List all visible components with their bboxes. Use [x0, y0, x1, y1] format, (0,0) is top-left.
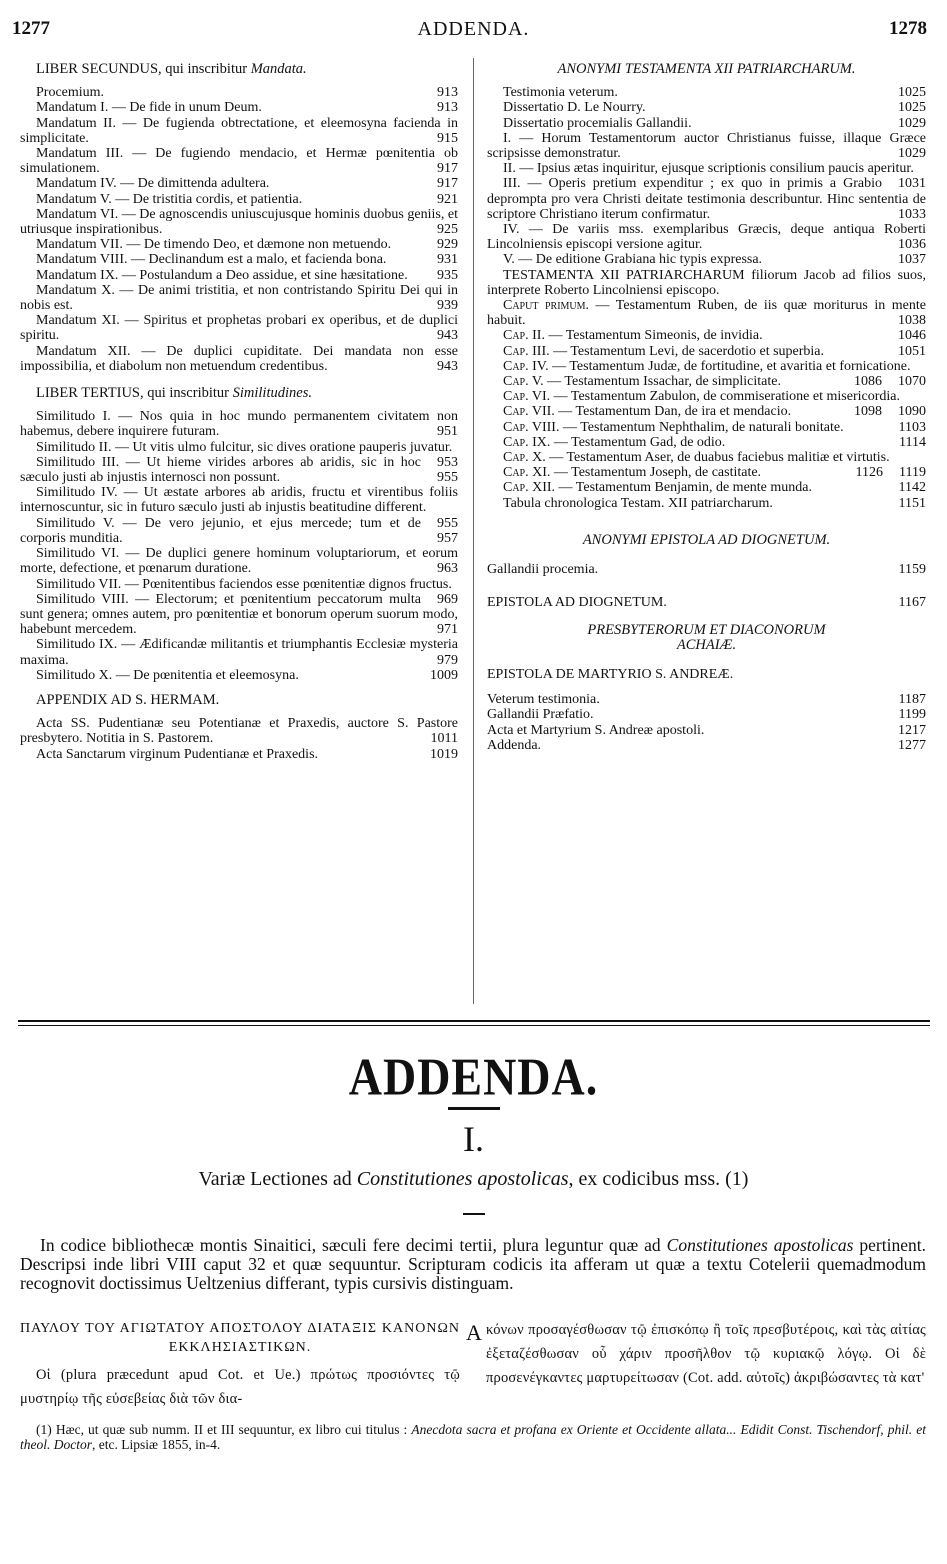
toc-entry: Similitudo II. — Ut vitis ulmo fulcitur, sic dives oratione pauperis juvatur. 953: [36, 439, 458, 470]
toc-entry: TESTAMENTA XII PATRIARCHARUM filiorum Jacob ad filios suos, interprete Roberto Lincolniensi episcopo.: [487, 267, 926, 298]
intro-paragraph: In codice bibliothecæ montis Sinaitici, sæculi fere decimi tertii, plura leguntur quæ ad Constitutiones apostolicas pertinent. Descripsi inde libri VIII caput 32 et quæ sequuntur. Scripturam codicis ita afferam ut quæ a textu Cotelerii quemadmodum recognovit doctissimus Ueltzenius differant, typis cursivis distinguam.: [20, 1235, 926, 1293]
margin-letter: A: [466, 1320, 482, 1345]
greek-right-column: κόνων προσαγέσθωσαν τῷ ἐπισκόπῳ ἢ τοῖς πρεσβυτέροις, καὶ τὰς αἰτίας ἐξεταζέσθωσαν οὗ χάριν προσῆλθον τῷ κυριακῷ λόγῳ. Οἱ δὲ προσενέγκαντες μαρτυρείτωσαν (Cot. add. αὐτοῖς) ἀκριβώσαντες τὰ κατ': [486, 1322, 926, 1386]
toc-entry: Similitudo I. — Nos quia in hoc mundo permanentem civitatem non habemus, debere inquirere futuram. 951: [20, 409, 458, 440]
toc-entry: Similitudo V. — De vero jejunio, et ejus mercede; tum et de corporis munditia. 957: [20, 515, 458, 546]
toc-entry: Cap. VII. — Testamentum Dan, de ira et mendacio. 1098: [503, 404, 882, 420]
toc-entry: Cap. IV. — Testamentum Judæ, de fortitudine, et avaritia et fornicatione. 1070: [503, 358, 926, 390]
toc-entry: Mandatum V. — De tristitia cordis, et patientia. 921: [36, 191, 458, 207]
running-title: ADDENDA.: [417, 18, 530, 40]
toc-entry: Mandatum III. — De fugiendo mendacio, et Hermæ pœnitentia ob simulationem. 917: [20, 146, 458, 177]
toc-entry: IV. — De variis mss. exemplaribus Græcis, deque antiqua Roberti Lincolniensis episcopi versione agitur. 1036: [487, 222, 926, 253]
toc-entry: Cap. XI. — Testamentum Joseph, de castitate. 1126: [503, 465, 884, 481]
toc-entry: EPISTOLA DE MARTYRIO S. ANDREÆ.: [487, 666, 734, 682]
toc-entry: Cap. V. — Testamentum Issachar, de simplicitate. 1086: [503, 374, 882, 390]
section-heading: ANONYMI TESTAMENTA XII PATRIARCHARUM.: [557, 61, 856, 77]
right-column: [487, 56, 926, 753]
toc-entry: Similitudo IV. — Ut æstate arbores ab aridis, fructu et virentibus foliis internoscuntur, sic in futuro sæculo justi ab injustis beatitudine different. 955: [20, 485, 458, 531]
section-heading: LIBER TERTIUS, qui inscribitur Similitudines.: [36, 385, 312, 402]
toc-entry: Mandatum II. — De fugienda obtrectatione, et eleemosyna facienda in simplicitate. 915: [20, 115, 458, 146]
toc-entry: Mandatum I. — De fide in unum Deum. 913: [36, 100, 458, 116]
toc-entry: Mandatum XI. — Spiritus et prophetas probari ex operibus, et de duplici spiritu. 943: [20, 313, 458, 344]
column-divider: [473, 58, 474, 1004]
toc-entry: V. — De editione Grabiana hic typis expressa. 1037: [503, 252, 926, 268]
toc-entry: Veterum testimonia. 1187: [487, 692, 926, 708]
toc-entry: Mandatum IV. — De dimittenda adultera. 917: [36, 176, 458, 192]
section-heading: ANONYMI EPISTOLA AD DIOGNETUM.: [582, 531, 831, 548]
toc-entry: Similitudo VII. — Pœnitentibus faciendos esse pœnitentiæ dignos fructus. 969: [36, 576, 458, 607]
title-rule: [448, 1107, 500, 1110]
toc-entry: Dissertatio procemialis Gallandii. 1029: [503, 115, 926, 131]
section-heading: LIBER SECUNDUS, qui inscribitur Mandata.: [36, 61, 307, 77]
greek-left-column: [20, 1319, 460, 1411]
addenda-subtitle: Variæ Lectiones ad Constitutiones apostolicas, ex codicibus mss. (1): [198, 1168, 749, 1190]
toc-entry: Acta Sanctarum virginum Pudentianæ et Praxedis. 1019: [36, 746, 458, 762]
section-heading: APPENDIX AD S. HERMAM.: [36, 691, 220, 708]
section-heading: PRESBYTERORUM ET DIACONORUM: [587, 621, 826, 638]
toc-entry: Mandatum VIII. — Declinandum est a malo, et facienda bona. 931: [36, 252, 458, 268]
section-rule: [18, 1020, 930, 1022]
section-numeral: I.: [463, 1119, 484, 1159]
toc-entry: Acta et Martyrium S. Andreæ apostoli. 1217: [487, 722, 926, 738]
toc-entry: Mandatum IX. — Postulandum a Deo assidue, et sine hæsitatione. 935: [36, 267, 458, 283]
greek-heading: ΠΑΥΛΟΥ ΤΟΥ ΑΓΙΩΤΑΤΟΥ ΑΠΟΣΤΟΛΟΥ ΔΙΑΤΑΞΙΣ ΚΑΝΟΝΩΝ ΕΚΚΛΗΣΙΑΣΤΙΚΩΝ.: [20, 1321, 460, 1355]
toc-entry: Cap. II. — Testamentum Simeonis, de invidia. 1046: [503, 328, 926, 344]
toc-entry: Testimonia veterum. 1025: [503, 85, 926, 101]
toc-entry: Mandatum VII. — De timendo Deo, et dæmone non metuendo. 929: [36, 237, 458, 253]
toc-entry: Tabula chronologica Testam. XII patriarcharum. 1151: [503, 495, 926, 511]
toc-entry: Dissertatio D. Le Nourry. 1025: [503, 100, 926, 116]
toc-entry: Cap. VI. — Testamentum Zabulon, de commiseratione et misericordia. 1090: [503, 389, 926, 420]
toc-entry: Gallandii Præfatio. 1199: [487, 707, 926, 723]
toc-entry: Mandatum VI. — De agnoscendis uniuscujusque hominis duobus geniis, et utriusque inspirationibus. 925: [20, 206, 458, 238]
toc-entry: Similitudo III. — Ut hieme virides arbores ab aridis, sic in hoc sæculo justi ab injustis internosci non possunt. 955: [20, 454, 458, 486]
toc-entry: II. — Ipsius ætas inquiritur, ejusque scriptionis consilium paucis aperitur. 1031: [503, 161, 926, 192]
subtitle-rule: [463, 1213, 485, 1215]
toc-entry: Mandatum XII. — De duplici cupiditate. Dei mandata non esse impossibilia, et diabolum non metuendum credentibus. 943: [20, 343, 458, 374]
addenda-title: ADDENDA.: [348, 1047, 599, 1106]
toc-entry: Cap. III. — Testamentum Levi, de sacerdotio et superbia. 1051: [503, 343, 926, 359]
toc-entry: Caput primum. — Testamentum Ruben, de iis quæ moriturus in mente habuit. 1038: [487, 298, 926, 329]
section-heading: ACHAIÆ.: [676, 636, 737, 653]
toc-entry: Similitudo IX. — Ædificandæ militantis et triumphantis Ecclesiæ mysteria maxima. 979: [20, 637, 458, 668]
toc-entry: Cap. VIII. — Testamentum Nephthalim, de naturali bonitate. 1103: [503, 419, 926, 435]
toc-entry: Cap. X. — Testamentum Aser, de duabus faciebus malitiæ et virtutis. 1119: [503, 450, 926, 481]
toc-entry: Similitudo X. — De pœnitentia et eleemosyna. 1009: [36, 667, 458, 683]
left-column: [20, 56, 458, 762]
toc-entry: Cap. IX. — Testamentum Gad, de odio. 1114: [503, 434, 926, 450]
toc-entry: Procemium. 913: [36, 85, 458, 101]
toc-entry: Acta SS. Pudentianæ seu Potentianæ et Praxedis, auctore S. Pastore presbytero. Notitia in S. Pastorem. 1011: [20, 716, 458, 747]
toc-entry: Cap. XII. — Testamentum Benjamin, de mente munda. 1142: [503, 480, 926, 496]
toc-entry: Similitudo VI. — De duplici genere hominum voluptariorum, et eorum morte, defectione, et pœnarum duratione. 963: [20, 546, 458, 577]
toc-entry: Mandatum X. — De animi tristitia, et non contristando Spiritu Dei qui in nobis est. 939: [20, 282, 458, 314]
toc-entry: Addenda. 1277: [487, 737, 926, 753]
greek-text: Οἱ (plura præcedunt apud Cot. et Ue.) πρώτως προσιόντες τῷ μυστηρίῳ τῆς εὐσεβείας διὰ τῶν δια-: [20, 1367, 460, 1407]
toc-entry: I. — Horum Testamentorum auctor Christianus fuisse, illaque Græce scripsisse demonstratur. 1029: [487, 130, 926, 162]
section-rule: [18, 1025, 930, 1026]
toc-entry: Gallandii procemia. 1159: [487, 562, 926, 578]
toc-entry: Similitudo VIII. — Electorum; et pœnitentium peccatorum multa sunt genera; omnes autem, pro pœnitentiæ et bonorum operum suorum modo, habebunt mercedem. 971: [20, 591, 458, 638]
toc-entry: III. — Operis pretium expenditur ; ex quo in primis a Grabio deprompta pro vera Christi deitate testimonia describuntur. Hinc sententia de scriptore Christiano iterum confirmatur. 1033: [487, 176, 926, 222]
footnote: (1) Hæc, ut quæ sub numm. II et III sequuntur, ex libro cui titulus : Anecdota sacra et profana ex Oriente et Occidente allata... Edidit Const. Tischendorf, phil. et theol. Doctor, etc. Lipsiæ 1855, in-4.: [20, 1422, 926, 1452]
toc-entry: EPISTOLA AD DIOGNETUM. 1167: [487, 595, 926, 611]
page-number-right: 1278: [889, 18, 927, 39]
page-number-left: 1277: [12, 18, 50, 39]
